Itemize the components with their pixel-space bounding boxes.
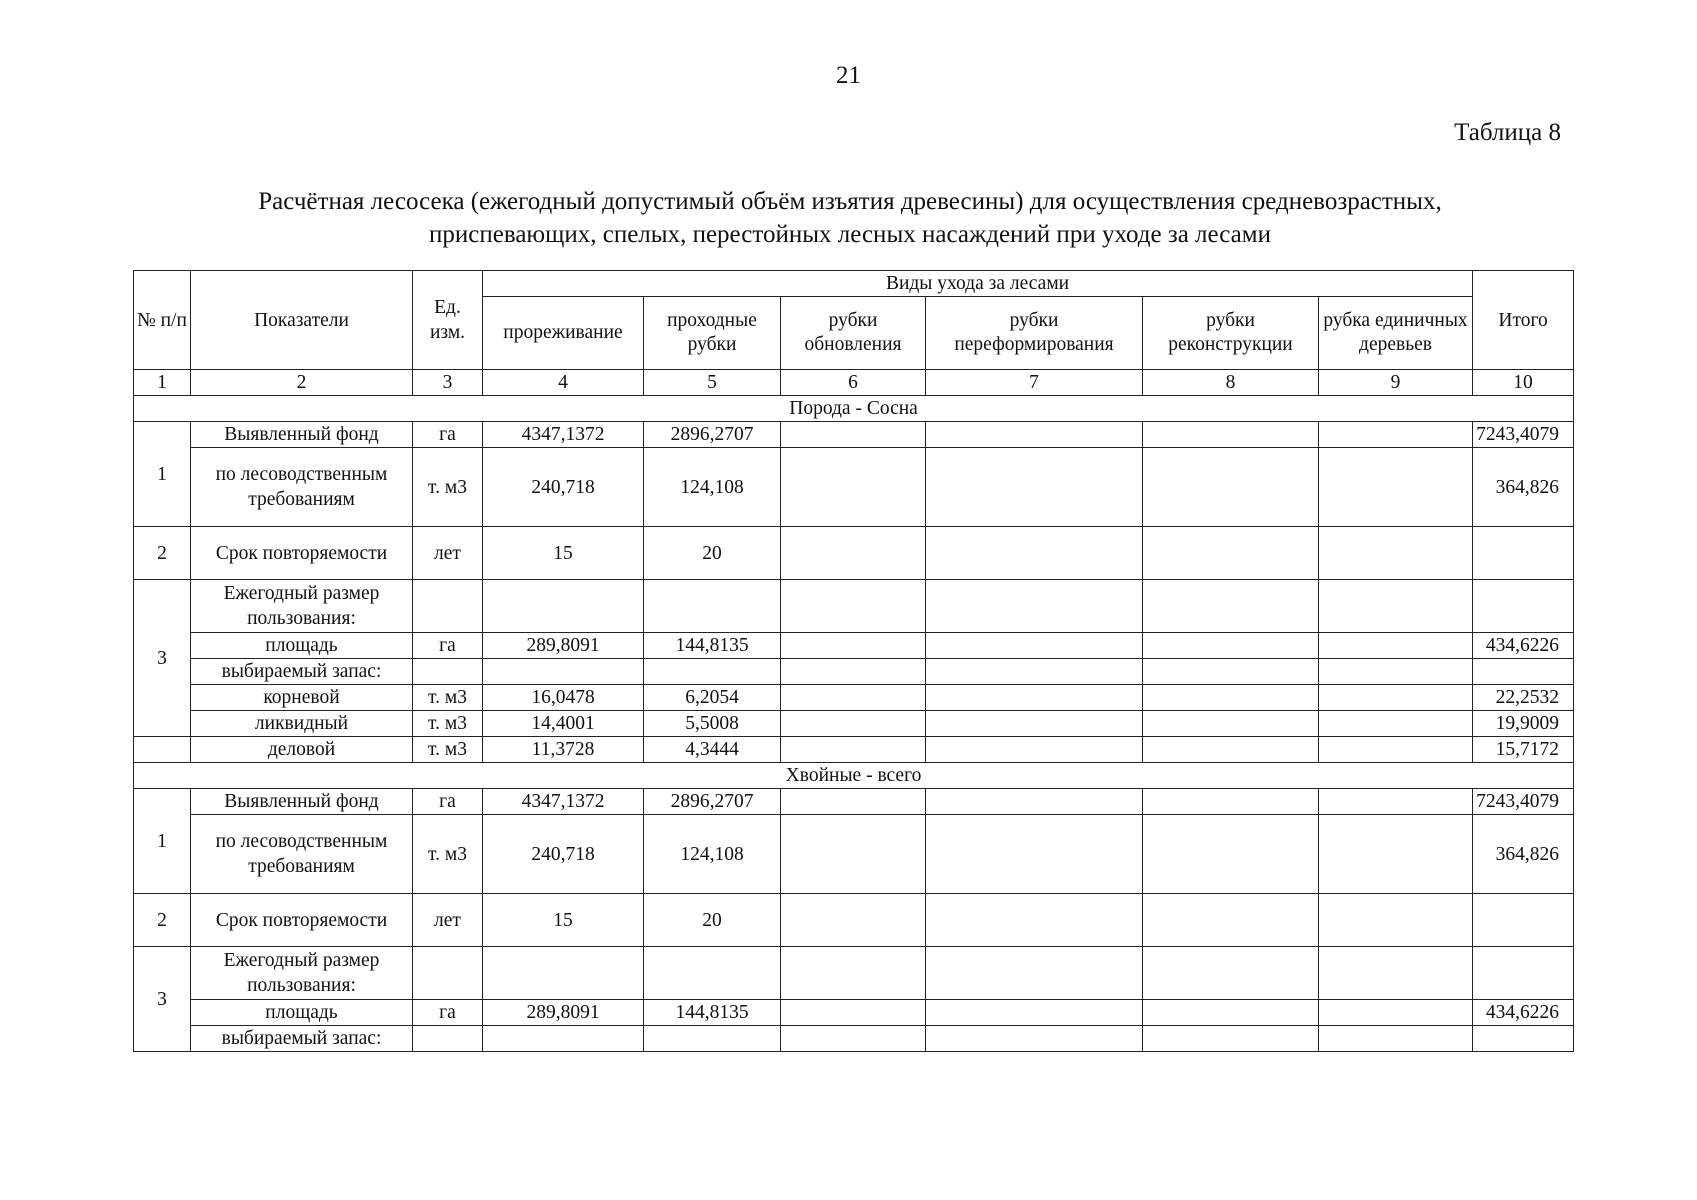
empty-cell <box>1143 815 1319 894</box>
empty-cell <box>1143 659 1319 685</box>
empty-cell <box>644 947 781 1000</box>
empty-cell <box>1319 1026 1473 1052</box>
empty-cell <box>1319 659 1473 685</box>
row-label: площадь <box>191 633 413 659</box>
empty-cell <box>1143 1000 1319 1026</box>
value-cell: 15 <box>483 527 644 580</box>
unit-cell: т. м3 <box>413 685 483 711</box>
empty-cell <box>781 1026 926 1052</box>
empty-cell <box>1319 737 1473 763</box>
empty-cell <box>1143 1026 1319 1052</box>
empty-cell <box>1319 1000 1473 1026</box>
empty-cell <box>1473 659 1574 685</box>
section-title: Хвойные - всего <box>134 763 1574 789</box>
empty-cell <box>1319 894 1473 947</box>
col-index: 7 <box>926 370 1143 396</box>
empty-cell <box>1319 633 1473 659</box>
total-cell: 434,6226 <box>1473 1000 1574 1026</box>
empty-cell <box>1319 711 1473 737</box>
empty-cell <box>413 580 483 633</box>
header-type-passing-cuts: проходные рубки <box>644 297 781 370</box>
empty-cell <box>1319 815 1473 894</box>
value-cell: 4347,1372 <box>483 789 644 815</box>
unit-cell: т. м3 <box>413 737 483 763</box>
value-cell: 11,3728 <box>483 737 644 763</box>
unit-cell: т. м3 <box>413 815 483 894</box>
row-label: корневой <box>191 685 413 711</box>
value-cell: 6,2054 <box>644 685 781 711</box>
empty-cell <box>926 659 1143 685</box>
header-unit: Ед. изм. <box>413 271 483 370</box>
table-label: Таблица 8 <box>1454 119 1561 146</box>
row-label: Срок повторяемости <box>191 894 413 947</box>
empty-cell <box>1143 422 1319 448</box>
empty-cell <box>1143 527 1319 580</box>
empty-cell <box>781 1000 926 1026</box>
empty-cell <box>1143 580 1319 633</box>
header-total: Итого <box>1473 271 1574 370</box>
empty-cell <box>926 789 1143 815</box>
total-cell <box>1473 894 1574 947</box>
total-cell: 19,9009 <box>1473 711 1574 737</box>
value-cell: 144,8135 <box>644 1000 781 1026</box>
value-cell: 2896,2707 <box>644 422 781 448</box>
value-cell: 4347,1372 <box>483 422 644 448</box>
empty-cell <box>1319 448 1473 527</box>
value-cell: 289,8091 <box>483 633 644 659</box>
empty-cell <box>781 789 926 815</box>
empty-cell <box>781 737 926 763</box>
total-cell: 7243,4079 <box>1473 789 1574 815</box>
empty-cell <box>1473 580 1574 633</box>
empty-cell <box>926 894 1143 947</box>
row-number: 2 <box>134 894 191 947</box>
empty-cell <box>781 947 926 1000</box>
empty-cell <box>926 711 1143 737</box>
unit-cell: га <box>413 789 483 815</box>
unit-cell: га <box>413 422 483 448</box>
row-number: 3 <box>134 947 191 1052</box>
row-label: выбираемый запас: <box>191 659 413 685</box>
header-type-renewal-cuts: рубки обновления <box>781 297 926 370</box>
unit-cell: га <box>413 1000 483 1026</box>
empty-cell <box>1143 633 1319 659</box>
col-index: 4 <box>483 370 644 396</box>
empty-cell <box>781 894 926 947</box>
document-title <box>130 185 1570 251</box>
unit-cell: т. м3 <box>413 711 483 737</box>
row-label: выбираемый запас: <box>191 1026 413 1052</box>
empty-cell <box>926 947 1143 1000</box>
empty-cell <box>781 422 926 448</box>
header-type-reconstruction-cuts: рубки реконструкции <box>1143 297 1319 370</box>
unit-cell: га <box>413 633 483 659</box>
empty-cell <box>781 815 926 894</box>
row-number: 2 <box>134 527 191 580</box>
empty-cell <box>134 737 191 763</box>
empty-cell <box>1143 737 1319 763</box>
total-cell: 22,2532 <box>1473 685 1574 711</box>
value-cell: 144,8135 <box>644 633 781 659</box>
empty-cell <box>926 448 1143 527</box>
unit-cell: лет <box>413 527 483 580</box>
empty-cell <box>926 527 1143 580</box>
empty-cell <box>1143 685 1319 711</box>
empty-cell <box>483 580 644 633</box>
empty-cell <box>781 633 926 659</box>
col-index: 3 <box>413 370 483 396</box>
empty-cell <box>1143 711 1319 737</box>
row-label: Срок повторяемости <box>191 527 413 580</box>
value-cell: 124,108 <box>644 815 781 894</box>
value-cell: 4,3444 <box>644 737 781 763</box>
total-cell: 15,7172 <box>1473 737 1574 763</box>
row-number: 1 <box>134 789 191 894</box>
empty-cell <box>781 527 926 580</box>
total-cell: 434,6226 <box>1473 633 1574 659</box>
empty-cell <box>1319 947 1473 1000</box>
total-cell: 364,826 <box>1473 448 1574 527</box>
empty-cell <box>1143 894 1319 947</box>
fund-label: Выявленный фонд <box>191 789 413 815</box>
value-cell: 124,108 <box>644 448 781 527</box>
total-cell: 364,826 <box>1473 815 1574 894</box>
value-cell: 289,8091 <box>483 1000 644 1026</box>
row-label: деловой <box>191 737 413 763</box>
row-number: 3 <box>134 580 191 737</box>
empty-cell <box>1473 1026 1574 1052</box>
empty-cell <box>1143 947 1319 1000</box>
value-cell: 240,718 <box>483 448 644 527</box>
header-indicator: Показатели <box>191 271 413 370</box>
row-label: по лесоводственным требованиям <box>191 448 413 527</box>
value-cell: 16,0478 <box>483 685 644 711</box>
empty-cell <box>1143 448 1319 527</box>
row-label: Ежегодный размер пользования: <box>191 947 413 1000</box>
title-line-1: Расчётная лесосека (ежегодный допустимый объём изъятия древесины) для осуществления средневозрастных, <box>258 188 1442 215</box>
total-cell: 7243,4079 <box>1473 422 1574 448</box>
total-cell <box>1473 527 1574 580</box>
value-cell: 240,718 <box>483 815 644 894</box>
empty-cell <box>644 1026 781 1052</box>
empty-cell <box>781 685 926 711</box>
row-label: Ежегодный размер пользования: <box>191 580 413 633</box>
empty-cell <box>1319 789 1473 815</box>
empty-cell <box>413 1026 483 1052</box>
page-number: 21 <box>836 62 861 89</box>
empty-cell <box>926 633 1143 659</box>
value-cell: 20 <box>644 894 781 947</box>
empty-cell <box>644 659 781 685</box>
row-label: площадь <box>191 1000 413 1026</box>
harvest-table <box>133 270 1574 1052</box>
title-line-2: приспевающих, спелых, перестойных лесных насаждений при уходе за лесами <box>429 221 1271 248</box>
unit-cell: т. м3 <box>413 448 483 527</box>
empty-cell <box>483 1026 644 1052</box>
empty-cell <box>1319 580 1473 633</box>
value-cell: 2896,2707 <box>644 789 781 815</box>
col-index: 6 <box>781 370 926 396</box>
empty-cell <box>781 659 926 685</box>
empty-cell <box>1319 527 1473 580</box>
row-label: ликвидный <box>191 711 413 737</box>
header-type-single-tree-cut: рубка единичных деревьев <box>1319 297 1473 370</box>
empty-cell <box>926 1000 1143 1026</box>
empty-cell <box>644 580 781 633</box>
row-number: 1 <box>134 422 191 527</box>
value-cell: 5,5008 <box>644 711 781 737</box>
col-index: 8 <box>1143 370 1319 396</box>
col-index: 9 <box>1319 370 1473 396</box>
empty-cell <box>926 1026 1143 1052</box>
header-type-reformation-cuts: рубки переформирования <box>926 297 1143 370</box>
empty-cell <box>926 737 1143 763</box>
header-group: Виды ухода за лесами <box>483 271 1473 297</box>
empty-cell <box>926 815 1143 894</box>
empty-cell <box>413 947 483 1000</box>
header-type-thinning: прореживание <box>483 297 644 370</box>
empty-cell <box>1319 685 1473 711</box>
col-index: 5 <box>644 370 781 396</box>
col-index: 2 <box>191 370 413 396</box>
value-cell: 15 <box>483 894 644 947</box>
header-num: № п/п <box>134 271 191 370</box>
empty-cell <box>1473 947 1574 1000</box>
empty-cell <box>926 580 1143 633</box>
empty-cell <box>483 659 644 685</box>
col-index: 10 <box>1473 370 1574 396</box>
unit-cell: лет <box>413 894 483 947</box>
empty-cell <box>781 448 926 527</box>
section-title: Порода - Сосна <box>134 396 1574 422</box>
empty-cell <box>413 659 483 685</box>
empty-cell <box>781 580 926 633</box>
empty-cell <box>483 947 644 1000</box>
empty-cell <box>926 422 1143 448</box>
row-label: по лесоводственным требованиям <box>191 815 413 894</box>
empty-cell <box>1319 422 1473 448</box>
value-cell: 20 <box>644 527 781 580</box>
col-index: 1 <box>134 370 191 396</box>
empty-cell <box>781 711 926 737</box>
fund-label: Выявленный фонд <box>191 422 413 448</box>
value-cell: 14,4001 <box>483 711 644 737</box>
empty-cell <box>1143 789 1319 815</box>
empty-cell <box>926 685 1143 711</box>
